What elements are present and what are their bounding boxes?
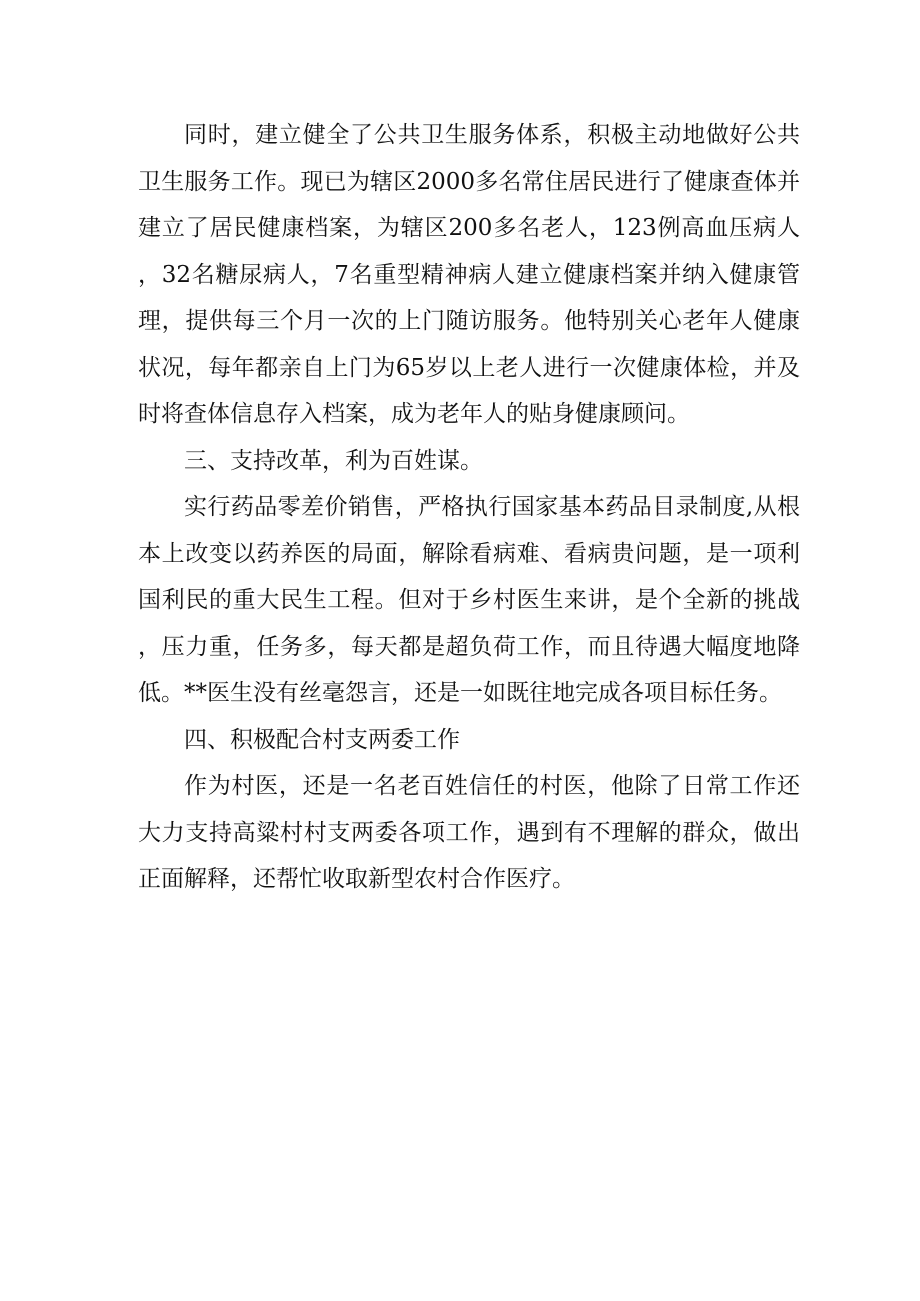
paragraph-village-work: 作为村医，还是一名老百姓信任的村医，他除了日常工作还大力支持高粱村村支两委各项工作，遇到有不理解的群众，做出正面解释，还帮忙收取新型农村合作医疗。: [138, 773, 800, 892]
section-heading-three: 三、支持改革，利为百姓谋。: [184, 447, 483, 474]
paragraph-reform: 实行药品零差价销售，严格执行国家基本药品目录制度,从根本上改变以药养医的局面，解除看病难、看病贵问题，是一项利国利民的重大民生工程。但对于乡村医生来讲，是个全新的挑战，压力重，任务多，每天都是超负荷工作，而且待遇大幅度地降低。**医生没有丝毫怨言，还是一如既往地完成各项目标任务。: [138, 494, 800, 706]
body-text: [138, 112, 800, 903]
section-heading-four: 四、积极配合村支两委工作: [184, 726, 460, 753]
paragraph-public-health: 同时，建立健全了公共卫生服务体系，积极主动地做好公共卫生服务工作。现已为辖区2000多名常住居民进行了健康查体并建立了居民健康档案，为辖区200多名老人，123例高血压病人，32名糖尿病人，7名重型精神病人建立健康档案并纳入健康管理，提供每三个月一次的上门随访服务。他特别关心老年人健康状况，每年都亲自上门为65岁以上老人进行一次健康体检，并及时将查体信息存入档案，成为老年人的贴身健康顾问。: [138, 122, 800, 427]
